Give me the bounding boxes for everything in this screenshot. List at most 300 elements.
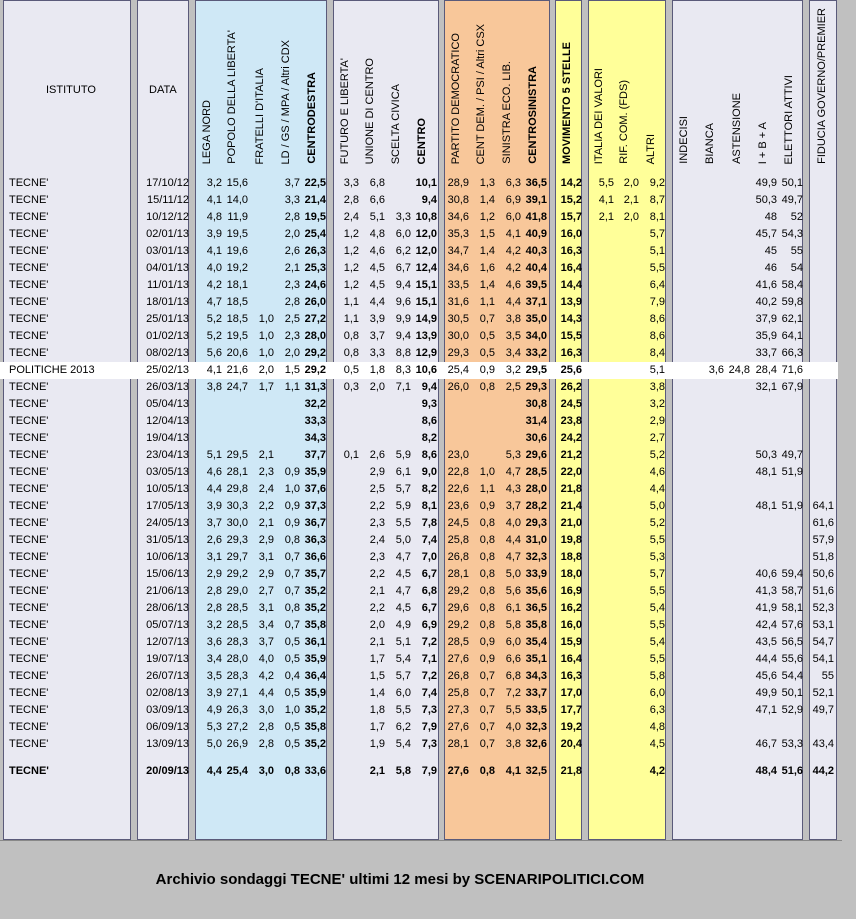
cell-altri-csx: 1,1	[479, 296, 495, 308]
cell-centrodestra: 25,4	[304, 228, 326, 240]
cell-lega-nord: 5,2	[206, 330, 222, 342]
table-row	[4, 311, 836, 328]
cell-fiducia: 51,8	[812, 551, 834, 563]
cell-lega-nord: 2,9	[206, 568, 222, 580]
header-centrodestra: CENTRODESTRA	[306, 72, 318, 164]
header-m5s: MOVIMENTO 5 STELLE	[561, 41, 573, 164]
table-row	[4, 668, 836, 685]
cell-sel: 4,1	[505, 765, 521, 777]
cell-pdl: 19,2	[226, 262, 248, 274]
cell-data: 25/01/13	[146, 313, 189, 325]
cell-pd: 26,8	[447, 551, 469, 563]
cell-sel: 3,2	[505, 364, 521, 376]
cell-centro: 6,9	[421, 619, 437, 631]
cell-altri-csx: 0,9	[479, 653, 495, 665]
cell-istituto: TECNE'	[9, 765, 49, 777]
cell-pdl: 28,0	[226, 653, 248, 665]
cell-centrodestra: 36,4	[304, 670, 326, 682]
cell-sel: 4,2	[505, 245, 521, 257]
cell-centrosinistra: 33,5	[525, 704, 547, 716]
cell-scelta-civica: 8,3	[395, 364, 411, 376]
table-row	[4, 175, 836, 192]
cell-data: 02/08/13	[146, 687, 189, 699]
cell-fdi: 2,8	[258, 738, 274, 750]
cell-pd: 25,4	[447, 364, 469, 376]
cell-udc: 1,8	[369, 704, 385, 716]
header-altri-cdx: LD / GS / MPA / Altri CDX	[280, 39, 292, 164]
cell-scelta-civica: 9,4	[395, 330, 411, 342]
cell-centrosinistra: 36,5	[525, 177, 547, 189]
cell-sel: 4,2	[505, 262, 521, 274]
cell-istituto: TECNE'	[9, 398, 49, 410]
cell-centro: 8,1	[421, 500, 437, 512]
cell-pd: 29,6	[447, 602, 469, 614]
cell-centro: 7,3	[421, 738, 437, 750]
cell-data: 15/06/13	[146, 568, 189, 580]
cell-altri-csx: 0,7	[479, 704, 495, 716]
cell-centro: 9,3	[421, 398, 437, 410]
cell-udc: 2,2	[369, 568, 385, 580]
header-indecisi: INDECISI	[678, 116, 690, 164]
cell-istituto: TECNE'	[9, 381, 49, 393]
cell-sel: 6,0	[505, 211, 521, 223]
cell-centrosinistra: 35,6	[525, 585, 547, 597]
cell-pd: 28,9	[447, 177, 469, 189]
cell-m5s: 26,2	[560, 381, 582, 393]
cell-data: 05/04/13	[146, 398, 189, 410]
cell-istituto: TECNE'	[9, 211, 49, 223]
cell-altri-csx: 1,1	[479, 483, 495, 495]
cell-altri: 5,5	[649, 262, 665, 274]
cell-lega-nord: 3,9	[206, 500, 222, 512]
cell-scelta-civica: 7,1	[395, 381, 411, 393]
cell-altri: 5,0	[649, 500, 665, 512]
cell-m5s: 21,4	[560, 500, 582, 512]
cell-data: 20/09/13	[146, 765, 189, 777]
cell-udc: 1,7	[369, 721, 385, 733]
cell-fiducia: 54,7	[812, 636, 834, 648]
cell-istituto: POLITICHE 2013	[9, 364, 95, 376]
cell-centro: 6,7	[421, 602, 437, 614]
cell-pdl: 27,2	[226, 721, 248, 733]
cell-altri: 8,4	[649, 347, 665, 359]
cell-fiducia: 50,6	[812, 568, 834, 580]
cell-elettori-attivi: 50,1	[781, 177, 803, 189]
cell-elettori-attivi: 56,5	[781, 636, 803, 648]
header-istituto: ISTITUTO	[46, 84, 96, 96]
header-fiducia: FIDUCIA GOVERNO/PREMIER	[816, 8, 828, 164]
cell-fdi: 1,0	[258, 347, 274, 359]
cell-scelta-civica: 4,5	[395, 602, 411, 614]
cell-data: 05/07/13	[146, 619, 189, 631]
cell-udc: 2,6	[369, 449, 385, 461]
cell-pd: 22,6	[447, 483, 469, 495]
cell-pd: 27,6	[447, 653, 469, 665]
cell-pd: 27,3	[447, 704, 469, 716]
cell-lega-nord: 5,2	[206, 313, 222, 325]
cell-sel: 4,6	[505, 279, 521, 291]
header-udc: UNIONE DI CENTRO	[364, 57, 376, 164]
cell-centrosinistra: 37,1	[525, 296, 547, 308]
cell-elettori-attivi: 54,3	[781, 228, 803, 240]
cell-istituto: TECNE'	[9, 228, 49, 240]
cell-altri: 5,5	[649, 534, 665, 546]
cell-scelta-civica: 5,5	[395, 517, 411, 529]
cell-altri: 5,5	[649, 619, 665, 631]
table-row	[4, 192, 836, 209]
cell-bianca: 3,6	[708, 364, 724, 376]
header-centro: CENTRO	[416, 117, 428, 164]
cell-data: 12/07/13	[146, 636, 189, 648]
footer-caption: Archivio sondaggi TECNE' ultimi 12 mesi by SCENARIPOLITICI.COM	[155, 871, 645, 888]
cell-udc: 4,5	[369, 279, 385, 291]
cell-istituto: TECNE'	[9, 704, 49, 716]
cell-altri: 5,2	[649, 517, 665, 529]
cell-fli: 1,1	[343, 296, 359, 308]
cell-pdl: 18,5	[226, 313, 248, 325]
cell-lega-nord: 3,6	[206, 636, 222, 648]
cell-altri: 5,8	[649, 670, 665, 682]
cell-scelta-civica: 4,9	[395, 619, 411, 631]
cell-centrosinistra: 35,1	[525, 653, 547, 665]
cell-altri: 4,6	[649, 466, 665, 478]
cell-altri-cdx: 0,5	[284, 653, 300, 665]
cell-udc: 1,5	[369, 670, 385, 682]
cell-altri-csx: 1,3	[479, 177, 495, 189]
cell-elettori-attivi: 51,9	[781, 500, 803, 512]
cell-centro: 7,0	[421, 551, 437, 563]
cell-altri: 8,6	[649, 330, 665, 342]
cell-pd: 25,8	[447, 687, 469, 699]
cell-istituto: TECNE'	[9, 551, 49, 563]
cell-udc: 2,2	[369, 602, 385, 614]
cell-fiducia: 61,6	[812, 517, 834, 529]
cell-centrodestra: 35,9	[304, 653, 326, 665]
cell-pd: 23,0	[447, 449, 469, 461]
cell-data: 10/05/13	[146, 483, 189, 495]
cell-m5s: 25,6	[560, 364, 582, 376]
cell-pd: 24,5	[447, 517, 469, 529]
cell-istituto: TECNE'	[9, 568, 49, 580]
cell-fdi: 3,0	[258, 704, 274, 716]
cell-centrodestra: 26,3	[304, 245, 326, 257]
cell-scelta-civica: 5,1	[395, 636, 411, 648]
cell-centro: 7,3	[421, 704, 437, 716]
cell-centrosinistra: 35,4	[525, 636, 547, 648]
cell-altri: 5,4	[649, 636, 665, 648]
table-row	[4, 617, 836, 634]
cell-elettori-attivi: 58,4	[781, 279, 803, 291]
cell-fdi: 2,8	[258, 721, 274, 733]
cell-pd: 28,5	[447, 636, 469, 648]
cell-udc: 6,8	[369, 177, 385, 189]
cell-data: 10/06/13	[146, 551, 189, 563]
footer	[0, 840, 842, 913]
cell-altri-csx: 1,4	[479, 279, 495, 291]
cell-scelta-civica: 6,0	[395, 687, 411, 699]
cell-m5s: 16,3	[560, 670, 582, 682]
cell-sel: 3,7	[505, 500, 521, 512]
cell-pdl: 18,1	[226, 279, 248, 291]
cell-fli: 0,8	[343, 330, 359, 342]
cell-pd: 29,2	[447, 585, 469, 597]
table-row	[4, 260, 836, 277]
cell-m5s: 15,7	[560, 211, 582, 223]
cell-pdl: 29,2	[226, 568, 248, 580]
cell-centrodestra: 35,2	[304, 585, 326, 597]
cell-udc: 2,1	[369, 765, 385, 777]
cell-fdi: 3,4	[258, 619, 274, 631]
cell-altri-csx: 1,4	[479, 194, 495, 206]
cell-ibas: 48,4	[755, 765, 777, 777]
cell-altri-csx: 0,7	[479, 721, 495, 733]
cell-data: 26/03/13	[146, 381, 189, 393]
cell-centrodestra: 35,8	[304, 619, 326, 631]
cell-altri-cdx: 0,7	[284, 568, 300, 580]
cell-altri-cdx: 0,7	[284, 585, 300, 597]
cell-elettori-attivi: 71,6	[781, 364, 803, 376]
cell-istituto: TECNE'	[9, 670, 49, 682]
cell-pdl: 19,6	[226, 245, 248, 257]
cell-centrosinistra: 39,1	[525, 194, 547, 206]
cell-udc: 4,8	[369, 228, 385, 240]
header-scelta-civica: SCELTA CIVICA	[390, 83, 402, 164]
cell-m5s: 16,2	[560, 602, 582, 614]
cell-scelta-civica: 3,3	[395, 211, 411, 223]
cell-scelta-civica: 9,6	[395, 296, 411, 308]
cell-fiducia: 44,2	[812, 765, 834, 777]
cell-scelta-civica: 9,4	[395, 279, 411, 291]
cell-pdl: 19,5	[226, 228, 248, 240]
cell-elettori-attivi: 54,4	[781, 670, 803, 682]
cell-centrodestra: 35,2	[304, 704, 326, 716]
cell-pdl: 25,4	[226, 765, 248, 777]
cell-sel: 6,6	[505, 653, 521, 665]
cell-fli: 1,2	[343, 228, 359, 240]
cell-istituto: TECNE'	[9, 721, 49, 733]
cell-udc: 4,5	[369, 262, 385, 274]
cell-lega-nord: 4,4	[206, 483, 222, 495]
cell-altri-cdx: 0,4	[284, 670, 300, 682]
cell-altri-cdx: 0,9	[284, 500, 300, 512]
cell-centrodestra: 35,2	[304, 602, 326, 614]
cell-ibas: 50,3	[755, 449, 777, 461]
cell-fdi: 2,1	[258, 449, 274, 461]
cell-scelta-civica: 6,2	[395, 245, 411, 257]
cell-m5s: 16,0	[560, 619, 582, 631]
cell-lega-nord: 3,4	[206, 653, 222, 665]
cell-altri-csx: 0,8	[479, 585, 495, 597]
cell-fdi: 3,1	[258, 602, 274, 614]
header-altri: ALTRI	[645, 133, 657, 164]
header-centrosinistra: CENTROSINISTRA	[527, 66, 539, 164]
cell-astensione: 24,8	[728, 364, 750, 376]
cell-data: 19/04/13	[146, 432, 189, 444]
cell-rif-com: 2,0	[623, 177, 639, 189]
cell-ibas: 45,6	[755, 670, 777, 682]
cell-lega-nord: 4,0	[206, 262, 222, 274]
cell-altri: 5,5	[649, 585, 665, 597]
cell-fiducia: 49,7	[812, 704, 834, 716]
cell-pdl: 30,0	[226, 517, 248, 529]
cell-sel: 6,3	[505, 177, 521, 189]
cell-centrodestra: 31,3	[304, 381, 326, 393]
cell-altri: 3,2	[649, 398, 665, 410]
cell-centrodestra: 36,6	[304, 551, 326, 563]
cell-udc: 3,3	[369, 347, 385, 359]
cell-altri: 5,1	[649, 364, 665, 376]
cell-lega-nord: 5,6	[206, 347, 222, 359]
cell-altri-csx: 0,9	[479, 364, 495, 376]
cell-pd: 34,6	[447, 262, 469, 274]
cell-fdi: 3,0	[258, 765, 274, 777]
cell-data: 21/06/13	[146, 585, 189, 597]
cell-ibas: 41,9	[755, 602, 777, 614]
cell-udc: 1,7	[369, 653, 385, 665]
cell-altri-cdx: 0,5	[284, 721, 300, 733]
cell-pd: 27,6	[447, 765, 469, 777]
cell-pdl: 28,3	[226, 636, 248, 648]
cell-m5s: 15,5	[560, 330, 582, 342]
cell-altri: 2,9	[649, 415, 665, 427]
cell-centro: 9,0	[421, 466, 437, 478]
cell-fdi: 4,0	[258, 653, 274, 665]
cell-fdi: 1,7	[258, 381, 274, 393]
cell-centrosinistra: 39,5	[525, 279, 547, 291]
cell-elettori-attivi: 67,9	[781, 381, 803, 393]
header-bianca: BIANCA	[704, 123, 716, 164]
cell-scelta-civica: 5,9	[395, 500, 411, 512]
header-fli: FUTURO E LIBERTA'	[339, 57, 351, 164]
cell-udc: 2,3	[369, 551, 385, 563]
cell-centro: 7,4	[421, 687, 437, 699]
cell-pd: 30,5	[447, 313, 469, 325]
cell-sel: 5,0	[505, 568, 521, 580]
cell-lega-nord: 3,8	[206, 381, 222, 393]
cell-altri: 5,5	[649, 653, 665, 665]
cell-pd: 26,0	[447, 381, 469, 393]
cell-lega-nord: 3,9	[206, 228, 222, 240]
cell-fiducia: 52,1	[812, 687, 834, 699]
cell-m5s: 19,8	[560, 534, 582, 546]
cell-centro: 14,9	[415, 313, 437, 325]
cell-altri-cdx: 2,8	[284, 211, 300, 223]
cell-altri: 7,9	[649, 296, 665, 308]
cell-sel: 6,9	[505, 194, 521, 206]
cell-pdl: 18,5	[226, 296, 248, 308]
table-row	[4, 396, 836, 413]
cell-altri-cdx: 1,0	[284, 483, 300, 495]
cell-centrodestra: 36,3	[304, 534, 326, 546]
cell-altri-cdx: 2,0	[284, 347, 300, 359]
cell-altri-csx: 1,0	[479, 466, 495, 478]
cell-fdi: 2,9	[258, 568, 274, 580]
cell-centro: 7,2	[421, 636, 437, 648]
cell-elettori-attivi: 51,6	[781, 765, 803, 777]
cell-centrosinistra: 29,3	[525, 517, 547, 529]
cell-scelta-civica: 4,7	[395, 551, 411, 563]
cell-centro: 10,1	[415, 177, 437, 189]
cell-ibas: 33,7	[755, 347, 777, 359]
cell-altri-cdx: 0,9	[284, 517, 300, 529]
cell-centro: 8,6	[421, 415, 437, 427]
cell-udc: 2,0	[369, 619, 385, 631]
cell-centro: 10,8	[415, 211, 437, 223]
cell-centrosinistra: 35,8	[525, 619, 547, 631]
table-row	[4, 413, 836, 430]
cell-centro: 15,1	[415, 279, 437, 291]
cell-m5s: 16,4	[560, 653, 582, 665]
cell-udc: 3,9	[369, 313, 385, 325]
cell-pdl: 26,3	[226, 704, 248, 716]
cell-istituto: TECNE'	[9, 449, 49, 461]
cell-istituto: TECNE'	[9, 245, 49, 257]
cell-lega-nord: 5,1	[206, 449, 222, 461]
cell-centrodestra: 36,7	[304, 517, 326, 529]
cell-elettori-attivi: 55	[790, 245, 803, 257]
header-elettori-attivi: ELETTORI ATTIVI	[783, 74, 795, 164]
cell-elettori-attivi: 50,1	[781, 687, 803, 699]
cell-ibas: 46,7	[755, 738, 777, 750]
cell-m5s: 21,8	[560, 483, 582, 495]
cell-lega-nord: 3,2	[206, 177, 222, 189]
cell-m5s: 18,0	[560, 568, 582, 580]
cell-istituto: TECNE'	[9, 279, 49, 291]
cell-rif-com: 2,1	[623, 194, 639, 206]
cell-scelta-civica: 6,1	[395, 466, 411, 478]
cell-centro: 7,1	[421, 653, 437, 665]
cell-udc: 1,4	[369, 687, 385, 699]
cell-istituto: TECNE'	[9, 262, 49, 274]
cell-centro: 7,8	[421, 517, 437, 529]
cell-data: 06/09/13	[146, 721, 189, 733]
cell-centrosinistra: 36,5	[525, 602, 547, 614]
cell-elettori-attivi: 49,7	[781, 194, 803, 206]
cell-sel: 4,1	[505, 228, 521, 240]
cell-altri-csx: 1,4	[479, 245, 495, 257]
cell-udc: 6,6	[369, 194, 385, 206]
table-row	[0, 362, 838, 379]
cell-pd: 29,2	[447, 619, 469, 631]
cell-scelta-civica: 6,7	[395, 262, 411, 274]
cell-fdi: 2,1	[258, 517, 274, 529]
cell-ibas: 48,1	[755, 500, 777, 512]
cell-fdi: 4,4	[258, 687, 274, 699]
cell-centrodestra: 21,4	[304, 194, 326, 206]
cell-data: 08/02/13	[146, 347, 189, 359]
cell-ibas: 46	[764, 262, 777, 274]
table-row	[4, 685, 836, 702]
cell-istituto: TECNE'	[9, 602, 49, 614]
cell-lega-nord: 2,8	[206, 585, 222, 597]
cell-ibas: 40,6	[755, 568, 777, 580]
cell-m5s: 18,8	[560, 551, 582, 563]
cell-altri-csx: 0,8	[479, 381, 495, 393]
cell-pdl: 21,6	[226, 364, 248, 376]
cell-altri-cdx: 1,0	[284, 704, 300, 716]
cell-m5s: 21,0	[560, 517, 582, 529]
cell-altri-cdx: 0,9	[284, 466, 300, 478]
cell-centrodestra: 32,2	[304, 398, 326, 410]
cell-elettori-attivi: 62,1	[781, 313, 803, 325]
cell-data: 17/10/12	[146, 177, 189, 189]
cell-altri-cdx: 0,5	[284, 636, 300, 648]
cell-ibas: 37,9	[755, 313, 777, 325]
cell-udc: 1,8	[369, 364, 385, 376]
cell-centrosinistra: 41,8	[525, 211, 547, 223]
cell-fdi: 3,7	[258, 636, 274, 648]
cell-altri: 3,8	[649, 381, 665, 393]
